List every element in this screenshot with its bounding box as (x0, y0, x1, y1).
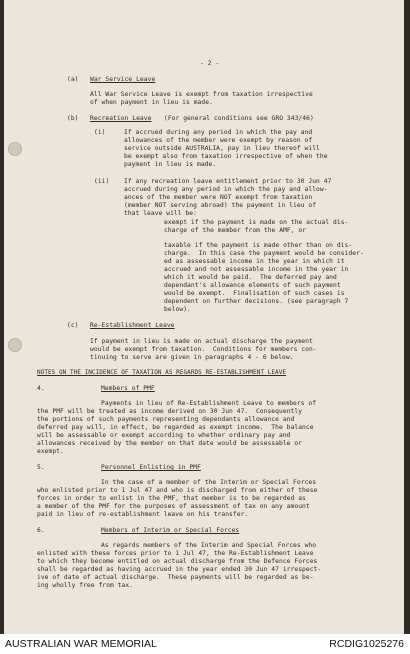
para-5-line: who enlisted prior to 1 Jul 47 and who is discharged from either of these (37, 487, 318, 494)
para-6-line: ing wholly free from tax. (37, 582, 134, 589)
section-b-ii-sub2-line: dependant's allowance elements of such payment (164, 282, 341, 289)
section-c-title: Re-Establishment Leave (90, 322, 175, 329)
section-b-i-marker: (i) (94, 129, 106, 136)
para-6-line: to which they become entitled on actual discharge from the Defence Forces (37, 558, 318, 565)
document-page (4, 0, 404, 634)
section-b-ii-sub2-line: which it would be paid. The deferred pay and (164, 274, 337, 281)
para-5-line: paid in lieu of re-establishment leave on his transfer. (37, 511, 249, 518)
para-6-line: ive of date of actual discharge. These payments will be regarded as be- (37, 574, 314, 581)
section-a-marker: (a) (67, 76, 79, 83)
para-4-line: will be assessable or exempt according to whether ordinary pay and (37, 432, 291, 439)
para-4-line: Payments in lieu of Re-Establishment Leave to members of (101, 400, 317, 407)
section-b-note: (For general conditions see GRO 343/46) (164, 115, 314, 122)
section-b-ii-sub2-line: charge. In this case the payment would be consider- (164, 250, 364, 257)
section-c-line: would be exempt from taxation. Conditions for members con- (90, 346, 317, 353)
section-b-ii-sub1-line: exempt if the payment is made on the actual dis- (164, 219, 349, 226)
page-number: - 2 - (200, 60, 220, 67)
section-b-ii-sub2-line: below). (164, 306, 191, 313)
para-4-line: deferred pay will, in effect, be regarded as exempt income. The balance (37, 424, 314, 431)
para-4-line: the PMF will be treated as income derived on 30 Jun 47. Consequently (37, 408, 303, 415)
section-b-ii-sub2-line: taxable if the payment is made other than on dis- (164, 242, 353, 249)
para-5-line: In the case of a member of the Interim or Special Forces (101, 479, 317, 486)
section-b-i-line: be exempt also from taxation irrespective of when the (124, 153, 328, 160)
footer-record-id: RCDIG1025276 (329, 638, 404, 650)
section-c-line: tinuing to serve are given in paragraphs 4 - 6 below. (90, 354, 294, 361)
section-b-ii-line: If any recreation leave entitlement prior to 30 Jun 47 (124, 178, 332, 185)
section-c-line: If payment in lieu is made on actual discharge the payment (90, 338, 313, 345)
section-b-ii-sub2-line: ed as assessable income in the year in which it (164, 258, 345, 265)
section-b-i-line: If accrued during any period in which the pay and (124, 129, 313, 136)
para-5-number: 5. (37, 464, 45, 471)
section-b-ii-sub2-line: accrued and not assessable income in the year in (164, 266, 349, 273)
section-b-i-line: allowances of the member were exempt by reason of (124, 137, 313, 144)
para-5-line: a member of the PMF for the purposes of assessment of tax on any amount (37, 503, 310, 510)
section-b-i-line: payment in lieu is made. (124, 161, 217, 168)
para-6-line: shall be regarded as having accrued in the year ended 30 Jun 47 irrespect- (37, 566, 322, 573)
section-c-marker: (c) (67, 322, 79, 329)
para-6-line: enlisted with these forces prior to 1 Jul 47, the Re-Establishment Leave (37, 550, 314, 557)
para-4-title: Members of PMF (101, 385, 155, 392)
section-a-line: All War Service Leave is exempt from taxation irrespective (90, 91, 313, 98)
punch-hole (8, 338, 22, 352)
para-4-line: allowances received by the member on that date would be assessable or (37, 440, 303, 447)
para-4-number: 4. (37, 385, 45, 392)
section-b-i-line: service outside AUSTRALIA, pay in lieu thereof will (124, 145, 320, 152)
para-6-title: Members of Interim or Special Forces (101, 527, 240, 534)
section-b-marker: (b) (67, 115, 79, 122)
section-b-ii-line: (member NOT serving abroad) the payment in lieu of (124, 202, 317, 209)
punch-hole (8, 142, 22, 156)
section-b-ii-line: accrued during any period in which the pay and allow- (124, 186, 328, 193)
notes-heading: NOTES ON THE INCIDENCE OF TAXATION AS REGARDS RE-ESTABLISHMENT LEAVE (37, 369, 287, 376)
section-b-ii-marker: (ii) (94, 178, 110, 185)
archive-footer (0, 634, 410, 654)
para-6-line: As regards members of the Interim and Special Forces who (101, 542, 317, 549)
para-4-line: exempt. (37, 448, 64, 455)
section-a-title: War Service Leave (90, 76, 156, 83)
para-5-title: Personnel Enlisting in PMF (101, 464, 201, 471)
footer-source: AUSTRALIAN WAR MEMORIAL (5, 638, 157, 650)
section-b-ii-line: ances of the member were NOT exempt from taxation (124, 194, 313, 201)
para-4-line: the portions of such payments representing dependants allowance and (37, 416, 295, 423)
section-b-ii-line: that leave will be: (124, 210, 197, 217)
section-b-ii-sub2-line: would be exempt. Finalisation of such cases is (164, 290, 345, 297)
section-a-line: of when payment in lieu is made. (90, 99, 213, 106)
section-b-ii-sub2-line: dependent on further decisions. (see paragraph 7 (164, 298, 349, 305)
para-6-number: 6. (37, 527, 45, 534)
section-b-ii-sub1-line: charge of the member from the AMF, or (164, 227, 307, 234)
para-5-line: forces in order to enlist in the PMF, that member is to be regarded as (37, 495, 306, 502)
section-b-title: Recreation Leave (90, 115, 152, 122)
